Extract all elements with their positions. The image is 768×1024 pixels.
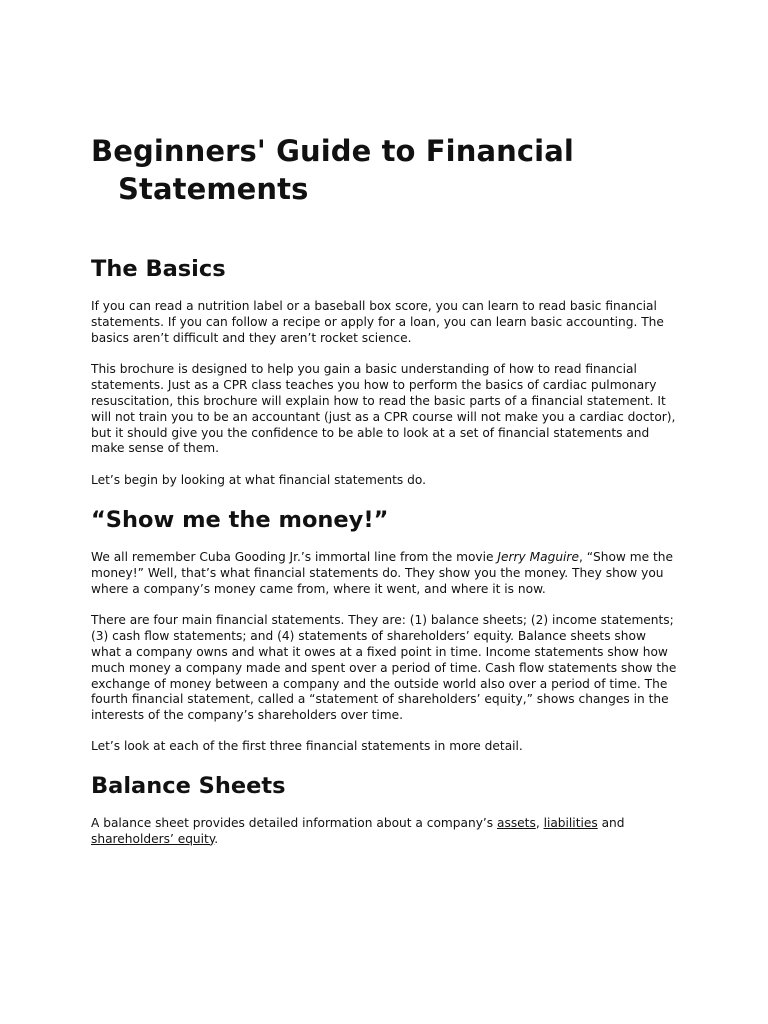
page-title: Beginners' Guide to Financial Statements [91,134,574,206]
paragraph-lets-look: Let’s look at each of the first three financial statements in more detail. [91,738,523,753]
link-shareholders-equity[interactable]: shareholders’ equity [91,831,215,846]
link-liabilities[interactable]: liabilities [543,815,598,830]
paragraph-four-statements: There are four main financial statements. They are: (1) balance sheets; (2) income statements; (3) cash flow statements; and (4) statements of shareholders’ equity. Balance sheets show what a company owns and what it owes at a fixed point in time. Income statements show how much money a company made and spent over a period of time. Cash flow statements show the exchange of money between a company and the outside world also over a period of time. The fourth financial statement, called a “statement of shareholders’ equity,” shows changes in the interests of the company’s shareholders over time. [91,613,677,723]
section-heading-show-me-the-money: “Show me the money!” [91,506,389,533]
text-segment: , [535,815,544,830]
paragraph-basics-intro: If you can read a nutrition label or a baseball box score, you can learn to read basic financial statements. If you can follow a recipe or apply for a loan, you can learn basic accounting. The basics aren’t difficult and they aren’t rocket science. [91,299,664,345]
text-segment: . [214,831,219,846]
link-assets[interactable]: assets [497,815,536,830]
section-heading-basics: The Basics [91,256,226,282]
paragraph-balance-sheet-intro [91,816,679,848]
article-content [91,132,679,847]
text-segment: and [597,815,625,830]
paragraph-jerry-maguire [91,550,679,597]
paragraph-lets-begin: Let’s begin by looking at what financial statements do. [91,473,426,488]
text-segment: We all remember Cuba Gooding Jr.’s immortal line from the movie [91,549,498,564]
movie-title: Jerry Maguire [497,549,579,564]
text-segment: , “Show me the money!” Well, that’s what financial statements do. They show you the money. They show you where a company’s money came from, where it went, and where it is now. [91,549,674,596]
text-segment: A balance sheet provides detailed information about a company’s [91,815,498,830]
paragraph-brochure-purpose: This brochure is designed to help you gain a basic understanding of how to read financial statements. Just as a CPR class teaches you how to perform the basics of cardiac pulmonary resuscitation, this brochure will explain how to read the basic parts of a financial statement. It will not train you to be an accountant (just as a CPR course will not make you a cardiac doctor), but it should give you the confidence to be able to look at a set of financial statements and make sense of them. [91,362,676,456]
section-heading-balance-sheets: Balance Sheets [91,772,286,799]
